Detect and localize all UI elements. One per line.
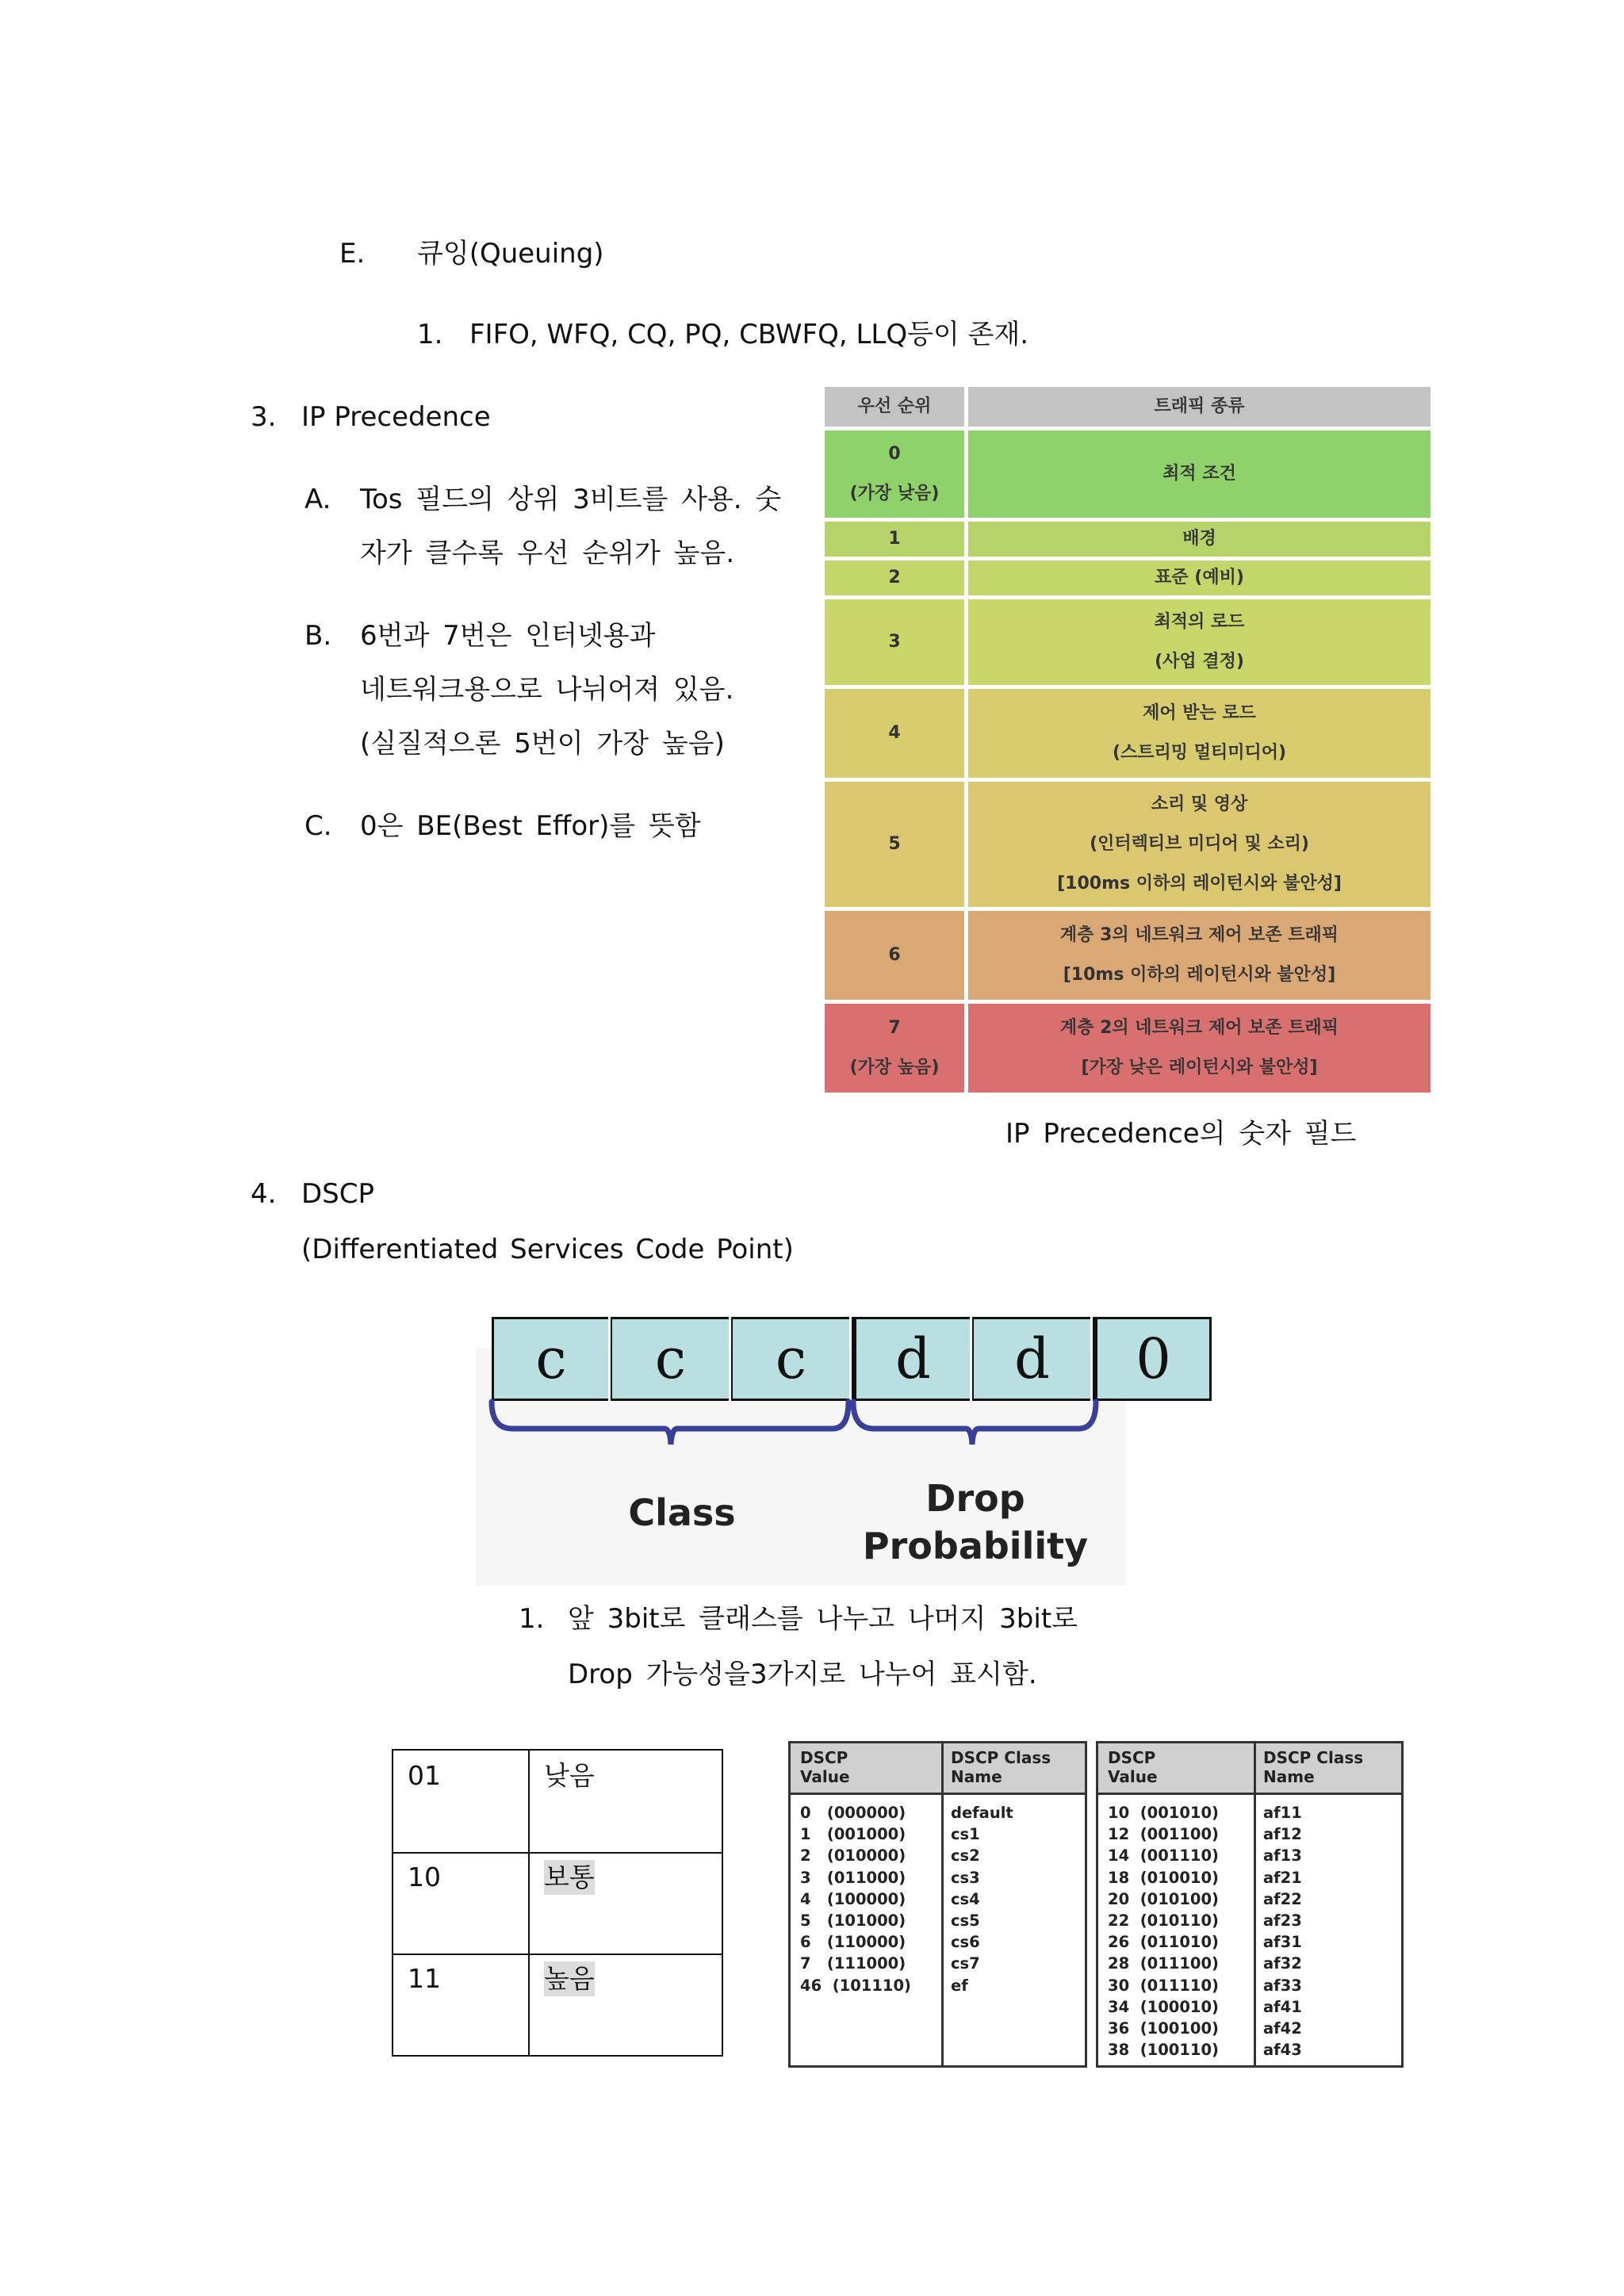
drop-code: 10 (408, 1862, 441, 1892)
header-label: 우선 순위 (857, 396, 932, 416)
section-e-marker: E. (339, 238, 366, 270)
precedence-row (825, 430, 1431, 518)
traffic-description: 제어 받는 로드 (1143, 703, 1256, 723)
drop-code: 11 (408, 1963, 441, 1994)
priority-cell (825, 522, 964, 557)
traffic-description: [가장 낮은 레이턴시와 불안성] (1081, 1058, 1318, 1077)
traffic-cell (968, 599, 1431, 685)
precedence-row (825, 911, 1431, 1000)
priority-value: 4 (888, 723, 901, 743)
dscp-brackets (476, 1395, 1110, 1467)
ip-precedence-caption: IP Precedence의 숫자 필드 (1005, 1118, 1357, 1150)
priority-value: (가장 높음) (849, 1058, 940, 1077)
traffic-description: 소리 및 영상 (1151, 794, 1248, 814)
traffic-cell (968, 561, 1431, 595)
precedence-row (825, 561, 1431, 595)
priority-value: 2 (888, 568, 901, 587)
traffic-cell (968, 522, 1431, 557)
priority-cell (825, 561, 964, 595)
table-divider (393, 1954, 722, 1955)
priority-cell (825, 782, 964, 907)
table-divider (528, 1751, 530, 2055)
traffic-description: 배경 (1182, 529, 1216, 549)
item-b-line1: 6번과 7번은 인터넷용과 (360, 620, 656, 652)
traffic-description: (스트리밍 멀티미디어) (1112, 743, 1287, 763)
dscp-bit: d (852, 1317, 970, 1401)
header-traffic-type (968, 387, 1431, 427)
traffic-cell (968, 1004, 1431, 1093)
dscp-subtitle: (Differentiated Services Code Point) (301, 1234, 794, 1265)
priority-value: 0 (888, 444, 901, 464)
traffic-description: 계층 3의 네트워크 제어 보존 트래픽 (1059, 925, 1339, 945)
priority-cell (825, 599, 964, 685)
dscp-bit: 0 (1093, 1317, 1212, 1401)
item-b-line3: (실질적으론 5번이 가장 높음) (360, 728, 725, 760)
traffic-description: 표준 (예비) (1155, 568, 1244, 587)
header-label: 트래픽 종류 (1154, 396, 1245, 416)
header-dscp-class-name: DSCP Class Name (1263, 1748, 1364, 1786)
drop-code: 01 (408, 1760, 441, 1791)
priority-value: (가장 낮음) (849, 484, 940, 503)
ip-precedence-title: IP Precedence (301, 401, 491, 433)
traffic-description: 최적 조건 (1162, 464, 1236, 484)
priority-cell (825, 689, 964, 778)
dscp-item-line1: 앞 3bit로 클래스를 나누고 나머지 3bit로 (568, 1603, 1078, 1635)
table-divider (393, 1852, 722, 1854)
traffic-description: (인터렉티브 미디어 및 소리) (1090, 834, 1309, 854)
section-4-number: 4. (251, 1178, 277, 1210)
dscp-bit: c (492, 1317, 608, 1401)
dscp-item-line2: Drop 가능성을3가지로 나누어 표시함. (568, 1659, 1037, 1690)
dscp-bit: c (611, 1317, 729, 1401)
traffic-cell (968, 430, 1431, 518)
item-b-marker: B. (304, 620, 332, 652)
priority-cell (825, 911, 964, 1000)
precedence-row (825, 599, 1431, 685)
drop-bracket (853, 1402, 1096, 1445)
dscp-class-name-list: default cs1 cs2 cs3 cs4 cs5 cs6 cs7 ef (951, 1804, 1013, 1995)
queuing-title: 큐잉(Queuing) (417, 238, 604, 270)
section-3-number: 3. (251, 401, 277, 433)
priority-value: 1 (888, 529, 901, 549)
item-a-line2: 자가 클수록 우선 순위가 높음. (360, 538, 735, 569)
traffic-description: [10ms 이하의 레이턴시와 불안성] (1063, 965, 1336, 985)
dscp-values-table-left (788, 1741, 1087, 2068)
ip-precedence-table (825, 387, 1431, 1086)
traffic-description: 최적의 로드 (1154, 612, 1245, 632)
priority-value: 6 (888, 945, 901, 965)
priority-cell (825, 430, 964, 518)
header-dscp-value: DSCP Value (1108, 1748, 1158, 1786)
drop-level: 보통 (544, 1860, 595, 1895)
traffic-description: (사업 결정) (1155, 652, 1244, 672)
precedence-row (825, 782, 1431, 907)
class-bracket (492, 1402, 848, 1445)
drop-label-line1: Drop (925, 1477, 1025, 1520)
item-a-line1: Tos 필드의 상위 3비트를 사용. 숫 (360, 484, 782, 515)
precedence-row (825, 522, 1431, 557)
table-header-row (825, 387, 1431, 427)
dscp-value-list: 0 (000000) 1 (001000) 2 (010000) 3 (011000) 4 (100000) 5 (101000) 6 (110000) 7 (111000) 46 (101110) (800, 1804, 911, 1995)
header-dscp-class-name: DSCP Class Name (951, 1748, 1051, 1786)
table-divider (1254, 1743, 1256, 2065)
precedence-row (825, 689, 1431, 778)
table-divider (941, 1743, 944, 2065)
dscp-bit: d (972, 1317, 1090, 1401)
header-dscp-value: DSCP Value (800, 1748, 850, 1786)
drop-level: 높음 (544, 1961, 595, 1996)
item-c-marker: C. (304, 810, 332, 842)
traffic-description: 계층 2의 네트워크 제어 보존 트래픽 (1059, 1018, 1339, 1038)
item-a-marker: A. (304, 484, 331, 515)
dscp-class-name-list: af11 af12 af13 af21 af22 af23 af31 af32 af33 af41 af42 af43 (1263, 1804, 1302, 2060)
traffic-cell (968, 911, 1431, 1000)
drop-label-line2: Probability (862, 1525, 1089, 1567)
item-b-line2: 네트워크용으로 나뉘어져 있음. (360, 674, 734, 706)
dscp-title: DSCP (301, 1178, 375, 1210)
priority-value: 7 (888, 1018, 901, 1038)
class-label: Class (628, 1491, 736, 1534)
priority-value: 3 (888, 632, 901, 652)
dscp-values-table-right (1096, 1741, 1404, 2068)
item-c-line1: 0은 BE(Best Effor)를 뜻함 (360, 810, 701, 842)
dscp-bit: c (731, 1317, 849, 1401)
dscp-value-list: 10 (001010) 12 (001100) 14 (001110) 18 (010010) 20 (010100) 22 (010110) 26 (011010) 28 (011100) 30 (011110) 34 (100010) 36 (100100) 38 (100110) (1108, 1804, 1219, 2060)
drop-level: 낮음 (544, 1760, 595, 1791)
traffic-cell (968, 689, 1431, 778)
drop-probability-table (392, 1749, 723, 2057)
traffic-description: [100ms 이하의 레이턴시와 불안성] (1057, 874, 1342, 894)
header-priority (825, 387, 964, 427)
precedence-row (825, 1004, 1431, 1093)
dscp-item-num: 1. (519, 1603, 545, 1635)
queuing-item-num: 1. (417, 319, 443, 350)
priority-cell (825, 1004, 964, 1093)
queuing-item-text: FIFO, WFQ, CQ, PQ, CBWFQ, LLQ등이 존재. (469, 319, 1029, 350)
traffic-cell (968, 782, 1431, 907)
priority-value: 5 (888, 834, 901, 854)
